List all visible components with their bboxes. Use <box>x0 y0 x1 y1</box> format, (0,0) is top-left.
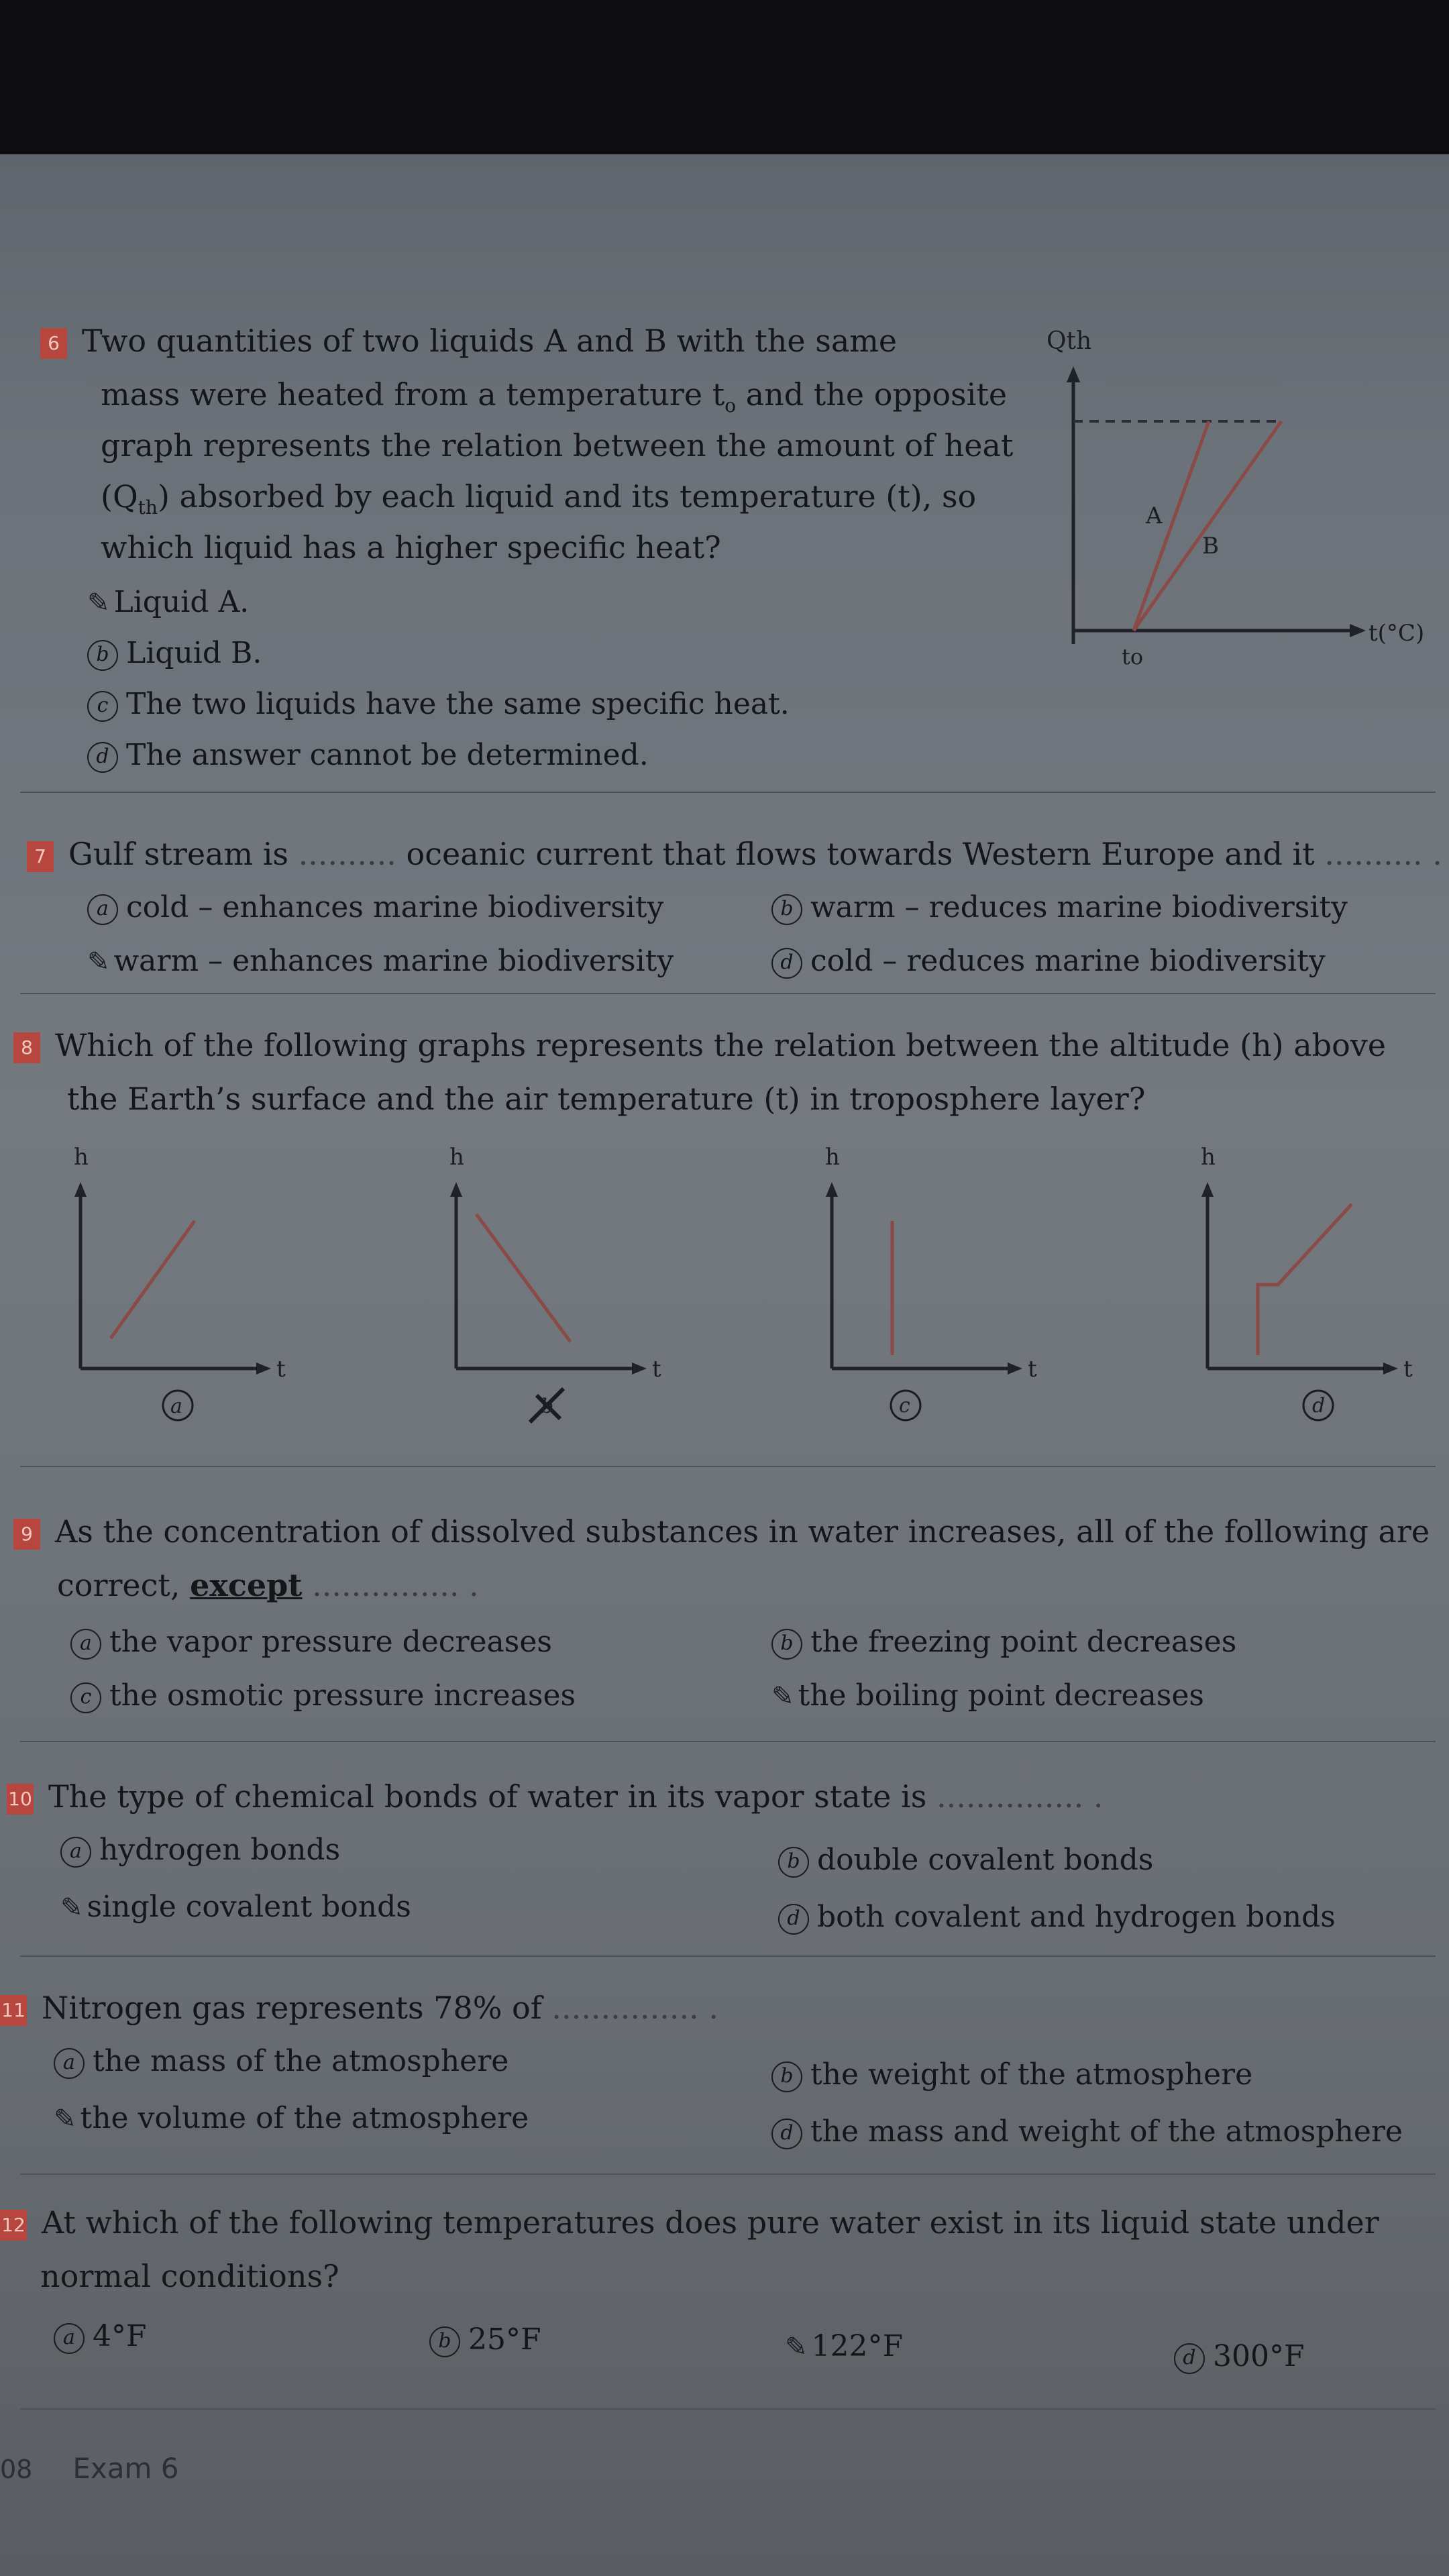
q8-graph-d <box>1187 1140 1449 1422</box>
subscript: o <box>724 394 737 417</box>
question-number: 11 <box>0 1995 27 2026</box>
check-mark-icon: ✎ <box>60 1892 83 1923</box>
stem-line: which liquid has a higher specific heat? <box>101 529 721 566</box>
check-mark-icon: ✎ <box>87 947 110 977</box>
question-number: 8 <box>13 1032 40 1063</box>
option-a[interactable]: a cold – enhances marine biodiversity <box>87 882 663 933</box>
divider <box>20 2174 1436 2175</box>
option-d[interactable]: d the mass and weight of the atmosphere <box>771 2106 1403 2157</box>
option-b[interactable]: b the freezing point decreases <box>771 1617 1236 1668</box>
except-keyword: except <box>190 1567 303 1603</box>
option-a[interactable]: a the mass of the atmosphere <box>54 2036 508 2087</box>
question-number: 9 <box>13 1519 40 1550</box>
answer-blank: ............... . <box>551 1990 718 2026</box>
question-7: 7 Gulf stream is .......... oceanic current that flows towards Western Europe and it .......... . a cold – enhances marine biodiversity b warm – reduces marine biodiversity ✎ warm – enhances marine biodiversity d cold – reduces marine biodiversity <box>27 828 1436 989</box>
question-number: 7 <box>27 841 54 872</box>
option-a[interactable]: a the vapor pressure decreases <box>70 1617 552 1668</box>
divider <box>20 2408 1436 2410</box>
option-b[interactable]: b double covalent bonds <box>778 1835 1153 1886</box>
question-8: 8 Which of the following graphs represents the relation between the altitude (h) above the Earth’s surface and the air temperature (t) in troposphere layer? <box>13 1020 1436 1134</box>
option-c[interactable]: c the osmotic pressure increases <box>70 1670 576 1721</box>
series-line <box>111 1221 195 1338</box>
svg-text:t: t <box>276 1356 286 1383</box>
q8-graph-b <box>436 1140 704 1422</box>
option-d[interactable]: d The answer cannot be determined. <box>87 730 649 781</box>
question-9: 9 As the concentration of dissolved substances in water increases, all of the following are correct, except ............... . a the vapor pressure decreases b the freezing point decreases c the osmotic pressure increases ✎ the boiling point decreases <box>13 1506 1436 1727</box>
answer-blank: .......... . <box>1324 836 1442 872</box>
line-b-label: B <box>1202 533 1219 559</box>
option-b[interactable]: b the weight of the atmosphere <box>771 2049 1252 2100</box>
question-number: 12 <box>0 2210 27 2241</box>
series-line <box>1258 1204 1352 1355</box>
svg-text:b: b <box>541 1395 554 1418</box>
q8-graph-c <box>812 1140 1080 1422</box>
series-line <box>476 1214 570 1342</box>
q8-graph-a <box>60 1140 329 1422</box>
svg-text:h: h <box>74 1144 89 1171</box>
stem-line: (Q <box>101 478 138 515</box>
divider <box>20 1466 1436 1467</box>
option-d[interactable]: d both covalent and hydrogen bonds <box>778 1892 1336 1943</box>
option-b[interactable]: b 25°F <box>429 2314 541 2365</box>
answer-blank: ............... . <box>312 1567 479 1603</box>
question-number: 10 <box>7 1784 34 1815</box>
option-b[interactable]: b warm – reduces marine biodiversity <box>771 882 1348 933</box>
exam-label: Exam 6 <box>72 2452 179 2485</box>
option-c[interactable]: c The two liquids have the same specific heat. <box>87 679 790 730</box>
x-arrow-icon <box>1350 624 1366 637</box>
origin-label: to <box>1122 644 1144 669</box>
svg-text:t: t <box>1403 1356 1413 1383</box>
check-mark-icon: ✎ <box>54 2104 76 2135</box>
option-a[interactable]: a 4°F <box>54 2311 147 2362</box>
option-d[interactable]: d 300°F <box>1174 2331 1305 2382</box>
option-d[interactable]: ✎ the boiling point decreases <box>771 1678 1205 1713</box>
stem-line: graph represents the relation between the amount of heat <box>101 427 1014 464</box>
answer-blank: ............... . <box>936 1778 1104 1815</box>
stem-line: mass were heated from a temperature t <box>101 376 725 413</box>
svg-text:t: t <box>652 1356 661 1383</box>
question-10: 10 The type of chemical bonds of water in its vapor state is ............... . a hydrogen bonds b double covalent bonds ✎ single covalent bonds d both covalent and hydrogen bonds <box>7 1771 1436 1945</box>
line-a <box>1134 421 1209 631</box>
option-a[interactable]: a hydrogen bonds <box>60 1825 340 1876</box>
option-c[interactable]: ✎ 122°F <box>785 2329 904 2363</box>
check-mark-icon: ✎ <box>785 2332 808 2363</box>
divider <box>20 792 1436 793</box>
option-c[interactable]: ✎ single covalent bonds <box>60 1890 411 1924</box>
svg-text:c: c <box>899 1394 910 1417</box>
option-b[interactable]: b Liquid B. <box>87 628 262 679</box>
option-c[interactable]: ✎ the volume of the atmosphere <box>54 2101 529 2135</box>
y-axis-label: Qth <box>1046 327 1092 355</box>
svg-text:h: h <box>1201 1144 1216 1171</box>
svg-text:t: t <box>1028 1356 1037 1383</box>
y-arrow-icon <box>1067 366 1080 382</box>
svg-text:h: h <box>449 1144 464 1171</box>
option-c[interactable]: ✎ warm – enhances marine biodiversity <box>87 944 674 978</box>
option-a[interactable]: ✎ Liquid A. <box>87 585 250 619</box>
svg-text:d: d <box>1312 1394 1326 1417</box>
divider <box>20 1955 1436 1957</box>
option-d[interactable]: d cold – reduces marine biodiversity <box>771 936 1326 987</box>
subscript: th <box>138 496 158 519</box>
check-mark-icon: ✎ <box>771 1681 794 1712</box>
question-12: 12 At which of the following temperatures does pure water exist in its liquid state under normal conditions? a 4°F b 25°F ✎ 122°F d 300°F <box>0 2197 1442 2398</box>
check-mark-icon: ✎ <box>87 588 110 619</box>
answer-blank: .......... <box>298 836 396 872</box>
line-a-label: A <box>1146 502 1163 529</box>
x-axis-label: t(°C) <box>1368 620 1425 647</box>
question-number: 6 <box>40 328 67 359</box>
q6-heat-graph <box>1033 322 1425 698</box>
question-6 <box>40 315 1014 798</box>
stem-line: and the opposite <box>736 376 1008 413</box>
stem-line: Two quantities of two liquids A and B with the same <box>82 323 898 359</box>
page-number: 08 <box>0 2455 33 2484</box>
stem-line: ) absorbed by each liquid and its temperature (t), so <box>157 478 977 515</box>
svg-text:a: a <box>170 1395 182 1418</box>
divider <box>20 993 1436 994</box>
svg-text:h: h <box>825 1144 840 1171</box>
divider <box>20 1741 1436 1742</box>
page-footer <box>0 2452 178 2485</box>
question-11: 11 Nitrogen gas represents 78% of ............... . a the mass of the atmosphere b the weight of the atmosphere ✎ the volume of the atmosphere d the mass and weight of the atmosphere <box>0 1982 1442 2157</box>
